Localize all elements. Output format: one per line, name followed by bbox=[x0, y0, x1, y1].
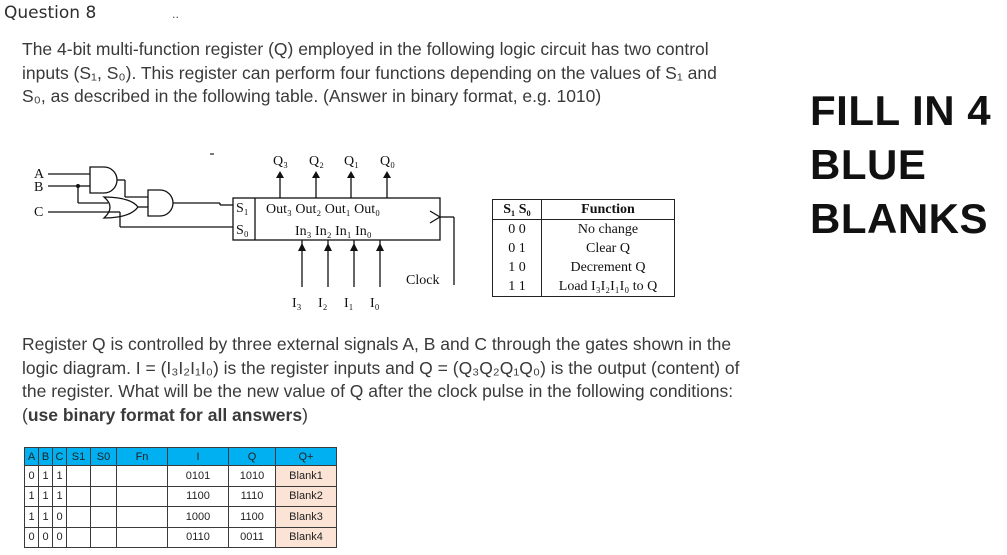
cell-i: 1100 bbox=[168, 486, 229, 507]
cell-fn[interactable] bbox=[117, 527, 168, 548]
function-table-function: Clear Q bbox=[542, 239, 675, 258]
function-table-select: 0 0 bbox=[493, 220, 542, 240]
cell-s1[interactable] bbox=[67, 486, 91, 507]
and-gate-1 bbox=[90, 167, 117, 193]
answer-header-qplus: Q+ bbox=[276, 448, 337, 466]
function-table-select: 1 1 bbox=[493, 277, 542, 297]
fill-line-1: FILL IN 4 bbox=[810, 87, 992, 134]
blank-cell[interactable]: Blank2 bbox=[276, 486, 337, 507]
table-row bbox=[25, 507, 337, 528]
output-label-q2: Q₂ bbox=[309, 154, 324, 169]
cell-fn[interactable] bbox=[117, 466, 168, 487]
input-label-i1: I₁ bbox=[344, 296, 354, 311]
question-title: Question 8 bbox=[4, 3, 97, 23]
answer-header-i: I bbox=[168, 448, 229, 466]
input-label-i3: I₃ bbox=[292, 296, 302, 311]
output-label-q0: Q₀ bbox=[380, 154, 395, 169]
function-table-header-function: Function bbox=[542, 200, 675, 220]
blank-cell[interactable]: Blank4 bbox=[276, 527, 337, 548]
cell-s0[interactable] bbox=[91, 507, 117, 528]
body-text-after: ) bbox=[302, 404, 308, 425]
answer-header-s0: S0 bbox=[91, 448, 117, 466]
answer-table bbox=[24, 447, 337, 548]
cell-c: 1 bbox=[53, 466, 67, 487]
input-label-a: A bbox=[34, 167, 45, 182]
or-gate-2 bbox=[104, 197, 138, 218]
clock-label: Clock bbox=[406, 273, 440, 288]
cell-b: 1 bbox=[39, 466, 53, 487]
cell-s1[interactable] bbox=[67, 507, 91, 528]
function-table-function: Decrement Q bbox=[542, 258, 675, 277]
intro-paragraph: The 4-bit multi-function register (Q) employed in the following logic circuit has two control inputs (S₁, S₀). This register can perform four functions depending on the values of S₁ and S₀, as described in the following table. (Answer in binary format, e.g. 1010) bbox=[22, 39, 717, 106]
fill-line-3: BLANKS bbox=[810, 195, 988, 242]
input-label-i0: I₀ bbox=[370, 296, 380, 311]
cell-i: 1000 bbox=[168, 507, 229, 528]
function-table-header-select: S₁ S₀ bbox=[493, 200, 542, 220]
and-gate-3 bbox=[148, 190, 173, 216]
output-label-q1: Q₁ bbox=[344, 154, 359, 169]
cell-s0[interactable] bbox=[91, 486, 117, 507]
stray-mark: .. bbox=[172, 8, 179, 21]
cell-s1[interactable] bbox=[67, 466, 91, 487]
cell-i: 0101 bbox=[168, 466, 229, 487]
table-row bbox=[25, 466, 337, 487]
input-label-c: C bbox=[34, 205, 44, 220]
cell-fn[interactable] bbox=[117, 486, 168, 507]
function-table-select: 1 0 bbox=[493, 258, 542, 277]
input-label-i2: I₂ bbox=[318, 296, 328, 311]
cell-b: 1 bbox=[39, 507, 53, 528]
function-table bbox=[492, 199, 675, 297]
output-label-q3: Q₃ bbox=[273, 154, 288, 169]
cell-a: 0 bbox=[25, 527, 39, 548]
cell-b: 1 bbox=[39, 486, 53, 507]
function-table-function: No change bbox=[542, 220, 675, 240]
cell-q: 1110 bbox=[229, 486, 276, 507]
cell-c: 1 bbox=[53, 486, 67, 507]
cell-fn[interactable] bbox=[117, 507, 168, 528]
table-row bbox=[25, 527, 337, 548]
cell-q: 1010 bbox=[229, 466, 276, 487]
blank-cell[interactable]: Blank1 bbox=[276, 466, 337, 487]
body-paragraph bbox=[22, 333, 742, 427]
blank-cell[interactable]: Blank3 bbox=[276, 507, 337, 528]
answer-header-b: B bbox=[39, 448, 53, 466]
register-in-label: In₃ In₂ In₁ In₀ bbox=[295, 224, 372, 239]
cell-c: 0 bbox=[53, 527, 67, 548]
cell-s1[interactable] bbox=[67, 527, 91, 548]
select-label-s0: S₀ bbox=[236, 223, 249, 238]
answer-header-a: A bbox=[25, 448, 39, 466]
cell-s0[interactable] bbox=[91, 466, 117, 487]
body-text-bold: use binary format for all answers bbox=[27, 404, 303, 425]
table-row bbox=[25, 486, 337, 507]
select-label-s1: S₁ bbox=[236, 201, 249, 216]
cell-q: 1100 bbox=[229, 507, 276, 528]
cell-a: 1 bbox=[25, 507, 39, 528]
cell-b: 0 bbox=[39, 527, 53, 548]
answer-header-c: C bbox=[53, 448, 67, 466]
answer-header-q: Q bbox=[229, 448, 276, 466]
function-table-select: 0 1 bbox=[493, 239, 542, 258]
logic-circuit-diagram bbox=[30, 145, 490, 320]
cell-a: 1 bbox=[25, 486, 39, 507]
register-out-label: Out₃ Out₂ Out₁ Out₀ bbox=[266, 202, 381, 217]
cell-a: 0 bbox=[25, 466, 39, 487]
cell-i: 0110 bbox=[168, 527, 229, 548]
fill-line-2: BLUE bbox=[810, 141, 927, 188]
input-label-b: B bbox=[34, 180, 44, 195]
cell-s0[interactable] bbox=[91, 527, 117, 548]
answer-header-s1: S1 bbox=[67, 448, 91, 466]
body-text-before: Register Q is controlled by three external signals A, B and C through the gates shown in the logic diagram. I = (I₃I₂I₁I₀) is the register inputs and Q = (Q₃Q₂Q₁Q₀) is the output (content) of the register. What will be the new value of Q after the clock pulse in the following conditions: ( bbox=[22, 334, 740, 425]
cell-c: 0 bbox=[53, 507, 67, 528]
answer-header-fn: Fn bbox=[117, 448, 168, 466]
function-table-function: Load I₃I₂I₁I₀ to Q bbox=[542, 277, 675, 297]
cell-q: 0011 bbox=[229, 527, 276, 548]
fill-instruction bbox=[810, 84, 991, 246]
